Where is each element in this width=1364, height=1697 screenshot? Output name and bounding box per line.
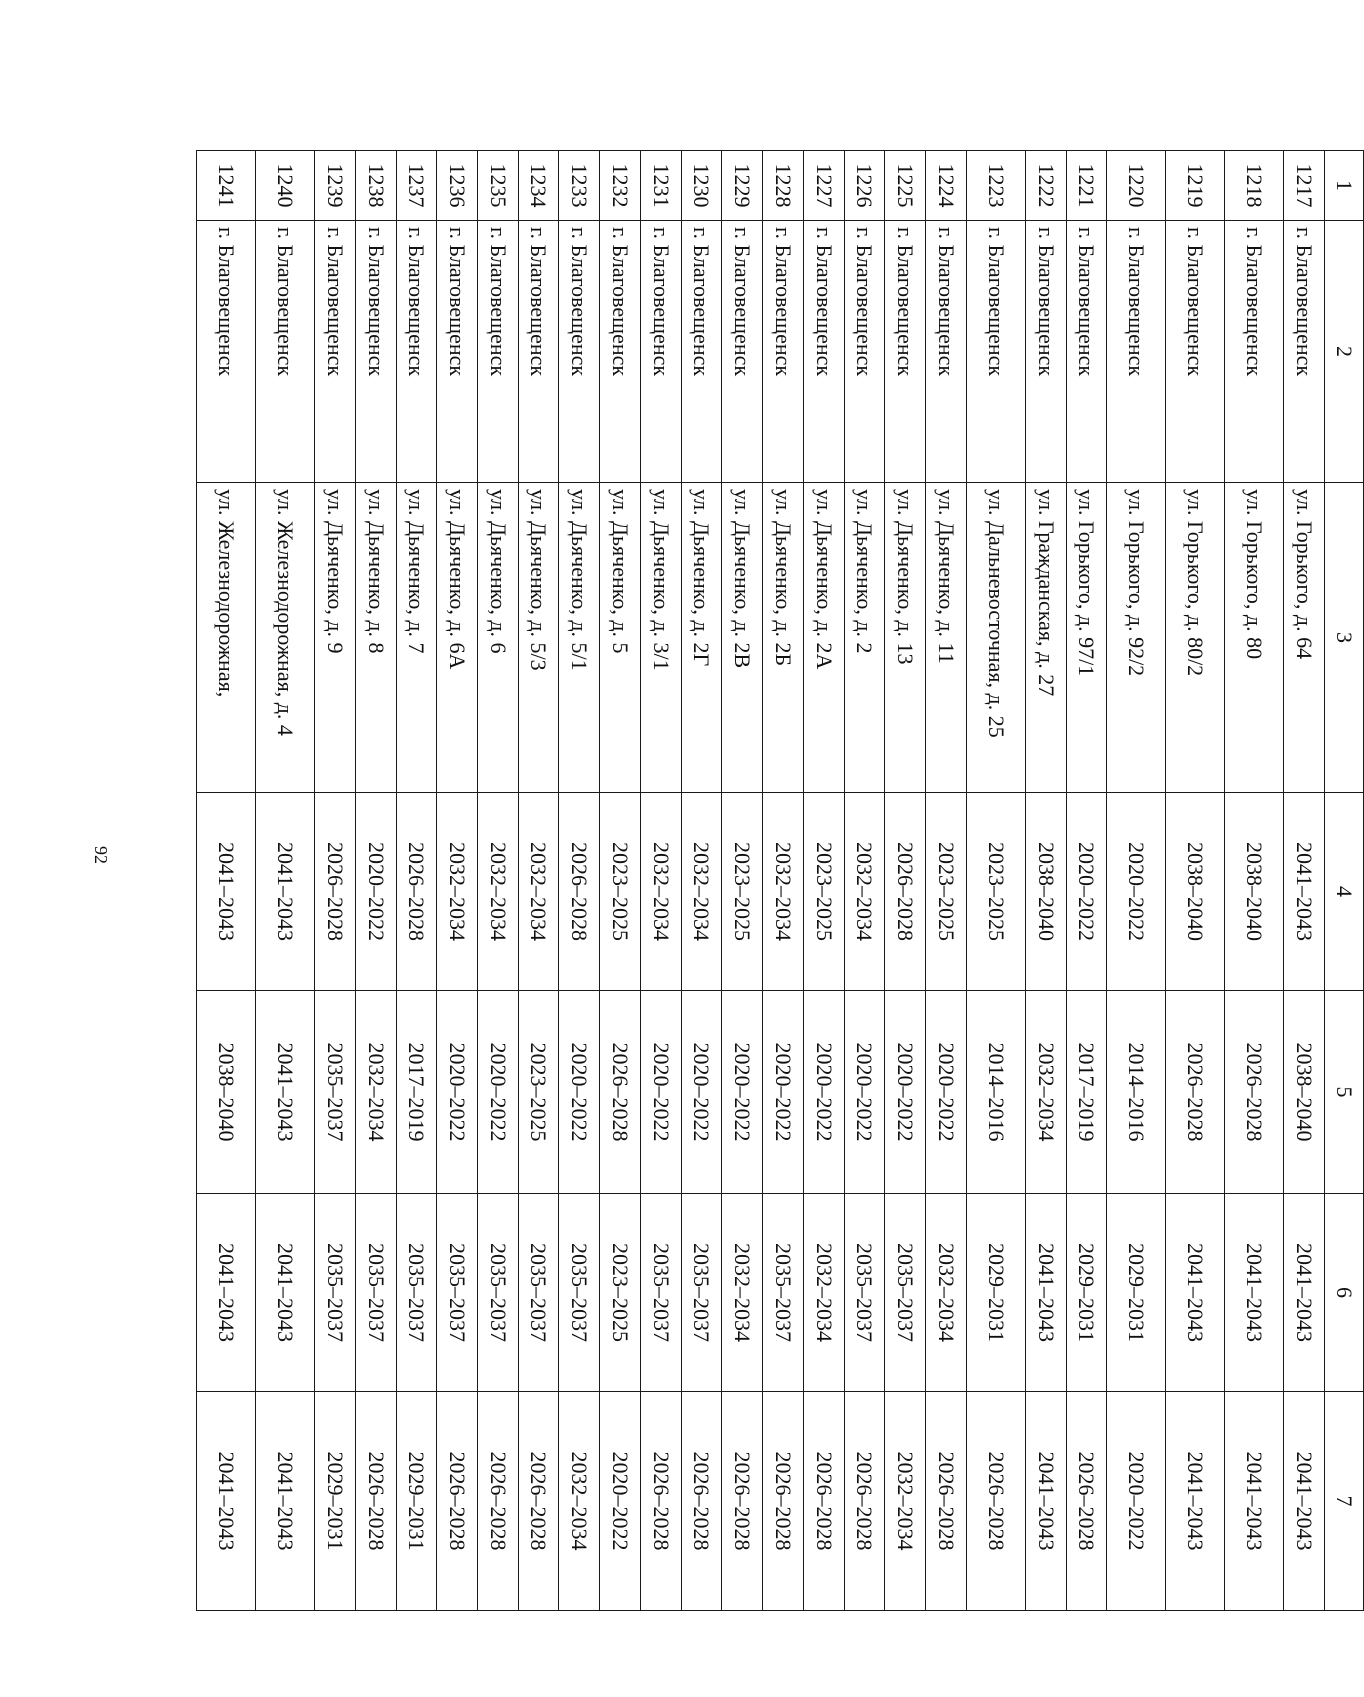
period-cell-4: 2032–2034 [477,793,518,991]
table-row [722,151,763,1611]
period-cell-4: 2038–2040 [1166,793,1225,991]
period-cell-5: 2020–2022 [559,991,600,1194]
address-cell: ул. Дьяченко, д. 2Б [763,483,804,793]
address-cell: ул. Дьяченко, д. 6А [437,483,478,793]
row-number: 1237 [396,151,437,221]
row-number: 1232 [600,151,641,221]
period-cell-7: 2026–2028 [681,1392,722,1611]
period-cell-5: 2020–2022 [640,991,681,1194]
period-cell-5: 2032–2034 [1025,991,1066,1194]
table-body [197,151,1325,1611]
period-cell-5: 2026–2028 [1225,991,1284,1194]
period-cell-4: 2032–2034 [681,793,722,991]
period-cell-7: 2026–2028 [518,1392,559,1611]
period-cell-5: 2020–2022 [722,991,763,1194]
period-cell-6: 2032–2034 [803,1194,844,1392]
table-row [1284,151,1325,1611]
period-cell-7: 2026–2028 [722,1392,763,1611]
header-row [1325,151,1364,1611]
period-cell-4: 2023–2025 [600,793,641,991]
period-cell-6: 2032–2034 [722,1194,763,1392]
address-cell: ул. Дьяченко, д. 2 [844,483,885,793]
period-cell-4: 2038–2040 [1025,793,1066,991]
period-cell-4: 2023–2025 [803,793,844,991]
row-number: 1235 [477,151,518,221]
table-row [197,151,256,1611]
period-cell-6: 2035–2037 [640,1194,681,1392]
period-cell-5: 2020–2022 [437,991,478,1194]
address-cell: ул. Горького, д. 92/2 [1107,483,1166,793]
column-header-7: 7 [1325,1392,1364,1611]
table-row [640,151,681,1611]
period-cell-7: 2020–2022 [1107,1392,1166,1611]
period-cell-4: 2020–2022 [355,793,396,991]
period-cell-6: 2041–2043 [1025,1194,1066,1392]
period-cell-6: 2029–2031 [1107,1194,1166,1392]
period-cell-4: 2020–2022 [1107,793,1166,991]
city-cell: г. Благовещенск [966,221,1025,483]
address-cell: ул. Дьяченко, д. 2Г [681,483,722,793]
row-number: 1239 [315,151,356,221]
period-cell-5: 2035–2037 [315,991,356,1194]
period-cell-7: 2041–2043 [197,1392,256,1611]
period-cell-4: 2032–2034 [844,793,885,991]
address-cell: ул. Дьяченко, д. 5 [600,483,641,793]
period-cell-6: 2035–2037 [518,1194,559,1392]
city-cell: г. Благовещенск [1107,221,1166,483]
period-cell-4: 2023–2025 [722,793,763,991]
period-cell-4: 2023–2025 [926,793,967,991]
city-cell: г. Благовещенск [844,221,885,483]
period-cell-7: 2041–2043 [1025,1392,1066,1611]
period-cell-4: 2041–2043 [256,793,315,991]
table-row [1025,151,1066,1611]
period-cell-7: 2026–2028 [844,1392,885,1611]
period-cell-5: 2017–2019 [396,991,437,1194]
period-cell-4: 2023–2025 [966,793,1025,991]
table-row [926,151,967,1611]
period-cell-7: 2026–2028 [763,1392,804,1611]
period-cell-6: 2035–2037 [885,1194,926,1392]
period-cell-7: 2026–2028 [926,1392,967,1611]
address-cell: ул. Горького, д. 97/1 [1066,483,1107,793]
row-number: 1230 [681,151,722,221]
row-number: 1221 [1066,151,1107,221]
table-row [844,151,885,1611]
city-cell: г. Благовещенск [518,221,559,483]
address-cell: ул. Горького, д. 64 [1284,483,1325,793]
address-cell: ул. Дьяченко, д. 5/1 [559,483,600,793]
table-row [355,151,396,1611]
table-row [1225,151,1284,1611]
period-cell-4: 2032–2034 [437,793,478,991]
period-cell-6: 2035–2037 [315,1194,356,1392]
table-row [437,151,478,1611]
page-number: 92 [91,846,111,864]
column-header-1: 1 [1325,151,1364,221]
row-number: 1241 [197,151,256,221]
period-cell-7: 2041–2043 [1166,1392,1225,1611]
address-cell: ул. Дьяченко, д. 6 [477,483,518,793]
row-number: 1231 [640,151,681,221]
city-cell: г. Благовещенск [1225,221,1284,483]
period-cell-4: 2041–2043 [197,793,256,991]
period-cell-6: 2032–2034 [926,1194,967,1392]
row-number: 1234 [518,151,559,221]
row-number: 1233 [559,151,600,221]
table-row [966,151,1025,1611]
period-cell-5: 2032–2034 [355,991,396,1194]
period-cell-6: 2029–2031 [966,1194,1025,1392]
period-cell-7: 2041–2043 [1225,1392,1284,1611]
period-cell-7: 2026–2028 [437,1392,478,1611]
address-cell: ул. Дьяченко, д. 5/3 [518,483,559,793]
period-cell-6: 2035–2037 [355,1194,396,1392]
table-row [518,151,559,1611]
city-cell: г. Благовещенск [885,221,926,483]
period-cell-7: 2026–2028 [803,1392,844,1611]
table-row [477,151,518,1611]
rotated-table-stage [196,150,1364,1610]
period-cell-6: 2041–2043 [1225,1194,1284,1392]
period-cell-5: 2020–2022 [926,991,967,1194]
period-cell-6: 2035–2037 [763,1194,804,1392]
address-cell: ул. Железнодорожная, д. 4 [256,483,315,793]
table-row [1107,151,1166,1611]
period-cell-6: 2035–2037 [844,1194,885,1392]
period-cell-4: 2032–2034 [763,793,804,991]
row-number: 1220 [1107,151,1166,221]
city-cell: г. Благовещенск [600,221,641,483]
table-row [559,151,600,1611]
city-cell: г. Благовещенск [926,221,967,483]
period-cell-4: 2026–2028 [885,793,926,991]
city-cell: г. Благовещенск [640,221,681,483]
period-cell-7: 2026–2028 [640,1392,681,1611]
period-cell-7: 2026–2028 [1066,1392,1107,1611]
row-number: 1238 [355,151,396,221]
period-cell-7: 2041–2043 [256,1392,315,1611]
row-number: 1229 [722,151,763,221]
row-number: 1219 [1166,151,1225,221]
schedule-table [196,150,1364,1611]
period-cell-7: 2029–2031 [315,1392,356,1611]
table-row [396,151,437,1611]
address-cell: ул. Дьяченко, д. 2А [803,483,844,793]
period-cell-4: 2041–2043 [1284,793,1325,991]
address-cell: ул. Дьяченко, д. 2В [722,483,763,793]
period-cell-5: 2017–2019 [1066,991,1107,1194]
period-cell-6: 2023–2025 [600,1194,641,1392]
column-header-5: 5 [1325,991,1364,1194]
city-cell: г. Благовещенск [763,221,804,483]
period-cell-6: 2035–2037 [437,1194,478,1392]
table-row [1066,151,1107,1611]
column-header-4: 4 [1325,793,1364,991]
period-cell-5: 2041–2043 [256,991,315,1194]
period-cell-5: 2026–2028 [600,991,641,1194]
period-cell-7: 2032–2034 [885,1392,926,1611]
period-cell-6: 2041–2043 [1284,1194,1325,1392]
period-cell-4: 2038–2040 [1225,793,1284,991]
period-cell-6: 2029–2031 [1066,1194,1107,1392]
period-cell-5: 2014–2016 [966,991,1025,1194]
address-cell: ул. Горького, д. 80/2 [1166,483,1225,793]
table-row [803,151,844,1611]
city-cell: г. Благовещенск [1025,221,1066,483]
address-cell: ул. Дьяченко, д. 13 [885,483,926,793]
city-cell: г. Благовещенск [477,221,518,483]
row-number: 1227 [803,151,844,221]
row-number: 1218 [1225,151,1284,221]
period-cell-4: 2026–2028 [315,793,356,991]
period-cell-5: 2020–2022 [885,991,926,1194]
row-number: 1222 [1025,151,1066,221]
period-cell-5: 2020–2022 [477,991,518,1194]
address-cell: ул. Дьяченко, д. 3/1 [640,483,681,793]
period-cell-6: 2035–2037 [396,1194,437,1392]
address-cell: ул. Горького, д. 80 [1225,483,1284,793]
period-cell-4: 2026–2028 [396,793,437,991]
table-row [315,151,356,1611]
city-cell: г. Благовещенск [1066,221,1107,483]
period-cell-5: 2038–2040 [1284,991,1325,1194]
period-cell-7: 2026–2028 [477,1392,518,1611]
period-cell-4: 2020–2022 [1066,793,1107,991]
city-cell: г. Благовещенск [803,221,844,483]
column-header-3: 3 [1325,483,1364,793]
row-number: 1226 [844,151,885,221]
city-cell: г. Благовещенск [355,221,396,483]
row-number: 1228 [763,151,804,221]
city-cell: г. Благовещенск [722,221,763,483]
period-cell-4: 2032–2034 [640,793,681,991]
city-cell: г. Благовещенск [396,221,437,483]
period-cell-7: 2026–2028 [966,1392,1025,1611]
period-cell-6: 2035–2037 [477,1194,518,1392]
city-cell: г. Благовещенск [197,221,256,483]
address-cell: ул. Дьяченко, д. 11 [926,483,967,793]
row-number: 1240 [256,151,315,221]
address-cell: ул. Дьяченко, д. 8 [355,483,396,793]
city-cell: г. Благовещенск [256,221,315,483]
period-cell-5: 2020–2022 [681,991,722,1194]
row-number: 1217 [1284,151,1325,221]
period-cell-7: 2020–2022 [600,1392,641,1611]
address-cell: ул. Дальневосточная, д. 25 [966,483,1025,793]
address-cell: ул. Дьяченко, д. 9 [315,483,356,793]
city-cell: г. Благовещенск [315,221,356,483]
table-row [1166,151,1225,1611]
period-cell-6: 2041–2043 [197,1194,256,1392]
period-cell-5: 2020–2022 [844,991,885,1194]
address-cell: ул. Гражданская, д. 27 [1025,483,1066,793]
period-cell-5: 2020–2022 [763,991,804,1194]
city-cell: г. Благовещенск [1284,221,1325,483]
row-number: 1224 [926,151,967,221]
column-header-6: 6 [1325,1194,1364,1392]
city-cell: г. Благовещенск [1166,221,1225,483]
period-cell-6: 2035–2037 [559,1194,600,1392]
period-cell-5: 2026–2028 [1166,991,1225,1194]
city-cell: г. Благовещенск [437,221,478,483]
period-cell-6: 2035–2037 [681,1194,722,1392]
period-cell-5: 2020–2022 [803,991,844,1194]
period-cell-5: 2038–2040 [197,991,256,1194]
period-cell-7: 2041–2043 [1284,1392,1325,1611]
period-cell-7: 2029–2031 [396,1392,437,1611]
table-row [763,151,804,1611]
period-cell-7: 2026–2028 [355,1392,396,1611]
column-header-2: 2 [1325,221,1364,483]
city-cell: г. Благовещенск [559,221,600,483]
table-row [681,151,722,1611]
city-cell: г. Благовещенск [681,221,722,483]
row-number: 1236 [437,151,478,221]
table-row [885,151,926,1611]
period-cell-4: 2026–2028 [559,793,600,991]
address-cell: ул. Дьяченко, д. 7 [396,483,437,793]
period-cell-6: 2041–2043 [256,1194,315,1392]
row-number: 1223 [966,151,1025,221]
table-row [600,151,641,1611]
address-cell: ул. Железнодорожная, [197,483,256,793]
period-cell-4: 2032–2034 [518,793,559,991]
period-cell-5: 2023–2025 [518,991,559,1194]
period-cell-6: 2041–2043 [1166,1194,1225,1392]
period-cell-5: 2014–2016 [1107,991,1166,1194]
period-cell-7: 2032–2034 [559,1392,600,1611]
table-row [256,151,315,1611]
row-number: 1225 [885,151,926,221]
